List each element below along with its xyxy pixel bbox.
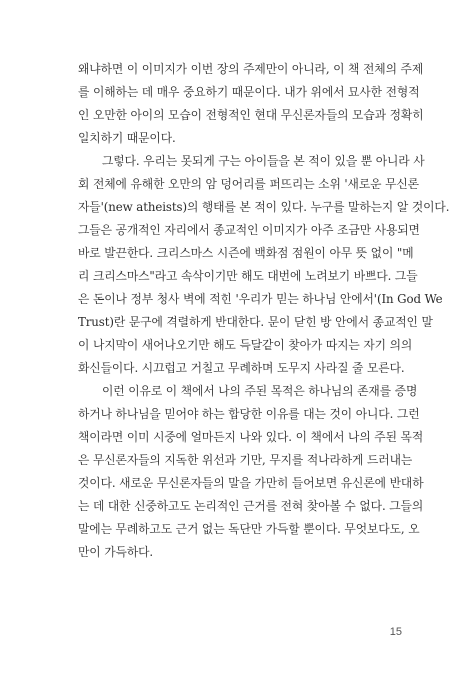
paragraph: [78, 380, 424, 564]
body-text: [78, 58, 450, 564]
text-line: 화신들이다. 시끄럽고 거칠고 무례하며 도무지 사라질 줄 모른다.: [78, 361, 405, 375]
page-number: 15: [389, 626, 402, 638]
text-line: 은 돈이나 정부 청사 벽에 적힌 '우리가 믿는 하나님 안에서'(In God We: [78, 292, 443, 306]
text-line: 인 오만한 아이의 모습이 전형적인 현대 무신론자들의 모습과 정확히: [78, 108, 424, 122]
text-line: 왜냐하면 이 이미지가 이번 장의 주제만이 아니라, 이 책 전체의 주제: [78, 62, 424, 76]
text-line: 그들은 공개적인 자리에서 종교적인 이미지가 아주 조금만 사용되면: [78, 223, 420, 237]
text-line: 이런 이유로 이 책에서 나의 주된 목적은 하나님의 존재를 증명: [102, 384, 418, 398]
text-line: 바로 발끈한다. 크리스마스 시즌에 백화점 점원이 아무 뜻 없이 "메: [78, 246, 414, 260]
text-line: 회 전체에 유해한 오만의 암 덩어리를 퍼뜨리는 소위 '새로운 무신론: [78, 177, 419, 191]
text-line: 이 나지막이 새어나오기만 해도 득달같이 찾아가 따지는 자기 의의: [78, 338, 413, 352]
text-line: 책이라면 이미 시중에 얼마든지 나와 있다. 이 책에서 나의 주된 목적: [78, 430, 424, 444]
text-line: 은 무신론자들의 지독한 위선과 기만, 무지를 적나라하게 드러내는: [78, 453, 413, 467]
text-line: 하거나 하나님을 믿어야 하는 합당한 이유를 대는 것이 아니다. 그런: [78, 407, 420, 421]
text-line: 만이 가득하다.: [78, 545, 154, 559]
text-line: 것이다. 새로운 무신론자들의 말을 가만히 들어보면 유신론에 반대하: [78, 476, 424, 490]
text-line: 를 이해하는 데 매우 중요하기 때문이다. 내가 위에서 묘사한 전형적: [78, 85, 420, 99]
text-line: 그렇다. 우리는 못되게 구는 아이들을 본 적이 있을 뿐 아니라 사: [102, 154, 425, 168]
text-line: Trust)란 문구에 격렬하게 반대한다. 문이 닫힌 방 안에서 종교적인 말: [78, 315, 433, 329]
text-line: 는 데 대한 신중하고도 논리적인 근거를 전혀 찾아볼 수 없다. 그들의: [78, 499, 424, 513]
paragraph: [78, 150, 450, 380]
text-line: 말에는 무례하고도 근거 없는 독단만 가득할 뿐이다. 무엇보다도, 오: [78, 522, 420, 536]
text-line: 자들'(new atheists)의 행태를 본 적이 있다. 누구를 말하는지 알 것이다.: [78, 200, 450, 214]
text-line: 일치하기 때문이다.: [78, 131, 176, 145]
text-line: 리 크리스마스"라고 속삭이기만 해도 대번에 노려보기 바쁘다. 그들: [78, 269, 418, 283]
paragraph: [78, 58, 424, 150]
